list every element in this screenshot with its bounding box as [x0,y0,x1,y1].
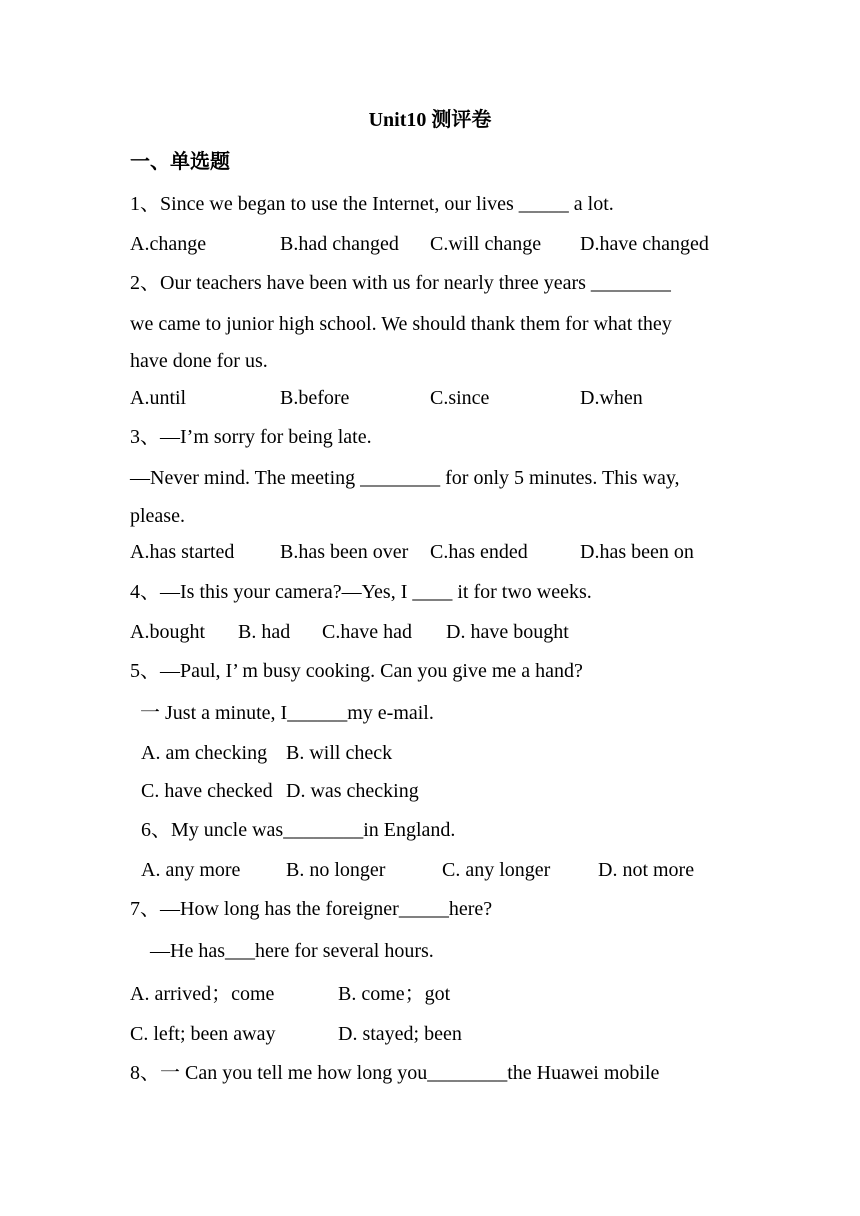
q5-stem-text-before: 一 Just a minute, I [140,702,288,724]
q8-stem-text-before: 8、一 Can you tell me how long you [130,1062,428,1084]
q7-option-c[interactable]: C. left; been away [130,1023,276,1045]
question-3-stem-line1: 3、—I’m sorry for being late. [130,426,372,448]
q7-stem2-text-after: here for several hours. [254,940,434,962]
q5-stem-text-after: my e-mail. [347,702,434,724]
q7-stem2-text-before: —He has [150,940,225,962]
q4-option-c[interactable]: C.have had [322,621,412,643]
q3-option-a[interactable]: A.has started [130,541,235,563]
q7-stem-text-after: here? [448,898,493,920]
question-6-stem [141,818,455,842]
question-8-stem [130,1061,659,1085]
q6-option-a[interactable]: A. any more [141,859,241,881]
q7-option-d[interactable]: D. stayed; been [338,1023,462,1045]
q7-answer-blank-2[interactable]: ___ [224,940,255,962]
q6-option-b[interactable]: B. no longer [286,859,386,881]
section-heading: 一、单选题 [130,151,230,173]
q6-stem-text-after: in England. [363,819,456,841]
q2-option-c[interactable]: C.since [430,387,490,409]
q1-option-c[interactable]: C.will change [430,233,542,255]
question-1-stem: 1、Since we began to use the Internet, our lives _____ a lot. [130,193,614,215]
q5-option-b[interactable]: B. will check [286,742,393,764]
q5-option-d[interactable]: D. was checking [286,780,419,802]
q3-option-b[interactable]: B.has been over [280,541,409,563]
q8-stem-text-after: the Huawei mobile [507,1062,660,1084]
q3-option-c[interactable]: C.has ended [430,541,528,563]
q6-stem-text-before: 6、My uncle was [141,819,284,841]
q7-answer-blank-1[interactable]: _____ [398,898,449,920]
page-title: Unit10 测评卷 [368,109,492,131]
q7-option-a[interactable]: A. arrived；come [130,983,275,1005]
question-5-stem-line1: 5、—Paul, I’ m busy cooking. Can you give me a hand? [130,660,583,682]
q3-option-d[interactable]: D.has been on [580,541,694,563]
question-7-stem-line2 [150,939,434,963]
question-5-stem-line2 [140,701,434,725]
q5-answer-blank[interactable]: ______ [287,702,348,724]
q4-option-a[interactable]: A.bought [130,621,205,643]
q5-option-c[interactable]: C. have checked [141,780,273,802]
question-4-stem: 4、—Is this your camera?—Yes, I ____ it for two weeks. [130,581,592,603]
q1-option-d[interactable]: D.have changed [580,233,709,255]
question-2-stem-line2: we came to junior high school. We should thank them for what they [130,313,672,335]
q4-option-b[interactable]: B. had [238,621,291,643]
q6-answer-blank[interactable]: ________ [283,819,364,841]
q1-option-a[interactable]: A.change [130,233,207,255]
q1-option-b[interactable]: B.had changed [280,233,399,255]
q6-option-c[interactable]: C. any longer [442,859,551,881]
q8-answer-blank[interactable]: ________ [427,1062,508,1084]
q2-option-d[interactable]: D.when [580,387,643,409]
q5-option-a[interactable]: A. am checking [141,742,268,764]
question-2-stem-line1: 2、Our teachers have been with us for nearly three years ________ [130,272,671,294]
q2-option-b[interactable]: B.before [280,387,350,409]
q4-option-d[interactable]: D. have bought [446,621,569,643]
q7-stem-text-before: 7、—How long has the foreigner [130,898,399,920]
question-7-stem-line1 [130,897,492,921]
question-2-stem-line3: have done for us. [130,350,268,372]
question-3-stem-line3: please. [130,505,185,527]
q2-option-a[interactable]: A.until [130,387,187,409]
q7-option-b[interactable]: B. come；got [338,983,451,1005]
q6-option-d[interactable]: D. not more [598,859,695,881]
question-3-stem-line2: —Never mind. The meeting ________ for only 5 minutes. This way, [130,467,680,489]
